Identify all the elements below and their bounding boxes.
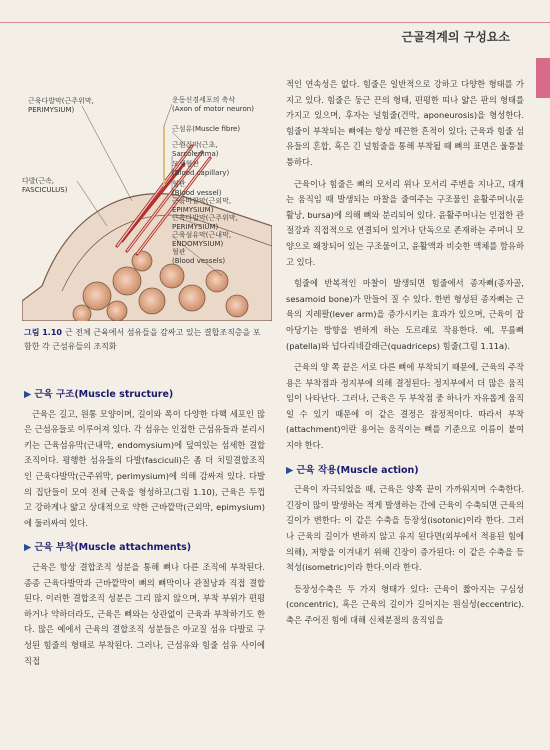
label-vessel: 혈관 (Blood vessel): [172, 180, 222, 197]
label-fibre: 근섬유(Muscle fibre): [172, 125, 241, 133]
right-column: [286, 77, 524, 635]
label-fasciculus: 다발(근속, FASCICULUS): [22, 177, 68, 194]
chapter-tab: [536, 58, 550, 98]
figure-caption: [24, 326, 268, 354]
label-capillary: 모세혈관 (Blood capillary): [172, 160, 230, 177]
muscle-structure-figure: [22, 86, 272, 321]
paragraph: 근육이나 힘줄은 뼈의 모서리 위나 모서리 주변을 지나고, 대개는 움직임 때 발생되는 마찰을 줄여주는 구조물인 윤활주머니(윤활낭, bursa)에 의해 뼈와 분리되어 있다. 윤활주머니는 인접한 관절강과 직접적으로 연결되어 있거나 단독으로 존재하는 주머니 모양으로 왜창되어 있는 구조물이고, 윤활액과 비슷한 액체를 함유하고 있다.: [286, 178, 524, 267]
label-perimysium: 근육다발막(근주위막, PERIMYSIUM): [28, 97, 94, 114]
paragraph: 근육이 자극되었을 때, 근육은 양쪽 끝이 가까워지며 수축한다. 긴장이 많이 발생하는 적게 발생하는 간에 근육이 수축되면 근육의 길이가 변한다: 이 같은 수축을 등장성(isotonic)이라 한다. 그러나 근육의 길이가 변하지 않고 유지 된다면(외부에서 적용된 힘에 의해), 저항을 이겨내기 위해 긴장이 증가된다: 이 같은 수축을 등척성(isometric)이라 한다.이라 한다.: [286, 484, 524, 573]
section-title-muscle-action: ▶ 근육 작용(Muscle action): [286, 464, 419, 476]
figure-caption-text: 근 전체 근육에서 섬유들을 감싸고 있는 결합조직층을 포함한 각 근섬유들의 조직화: [24, 328, 261, 351]
paragraph: 등장성수축은 두 가지 형태가 있다: 근육이 짧아지는 구심성(concentric), 혹은 근육의 길이가 길어지는 원심성(eccentric). 축은 주어진 힘에 대해 신체분절의 움직임을: [286, 583, 524, 625]
triangle-icon: ▶: [286, 464, 294, 476]
running-header: 근골격계의 구성요소: [401, 30, 510, 44]
section-title-muscle-attachments: ▶ 근육 부착(Muscle attachments): [24, 542, 192, 554]
section-title-muscle-structure: ▶ 근육 구조(Muscle structure): [24, 389, 174, 400]
triangle-icon: ▶: [24, 542, 32, 554]
label-perimysium-2: 근육다발막(근주위막, PERIMYSIUM): [172, 214, 238, 231]
label-epimysium: 근육바깥막(근외막, EPIMYSIUM): [172, 197, 232, 214]
label-axon: 운동신경세포의 축삭 (Axon of motor neuron): [172, 96, 254, 113]
triangle-icon: ▶: [24, 389, 32, 400]
paragraph: 적인 연속성은 없다. 힘줄은 일반적으로 강하고 다양한 형태를 가지고 있다. 힘줄은 둥근 끈의 형태, 편평한 띠나 얇은 판의 형태를 가지고 있으며, 후자는 널힘줄(건막, aponeurosis)을 형성한다. 힘줄이 부착되는 뼈에는 항상 매끈한 흔적이 있다; 근육과 힘줄 섬유들의 혼합, 혹은 긴 널힘줄을 통해 부착될 때 뼈의 표면은 울퉁불퉁하다.: [286, 79, 524, 167]
figure-number: 그림 1.10: [24, 328, 62, 337]
paragraph: 힘줄에 반복적인 마찰이 발생되면 힘줄에서 종자뼈(종자골, sesamoid bone)가 만들어 질 수 있다. 한번 형성된 종자뼈는 근육의 지레팔(lever arm)을 증가시키는 효과가 있으며, 근육이 잡아당기는 방향을 변하게 하는 도르래로 작용한다. 예, 무릎뼈(patella)와 넙다리네갈래근(quadriceps) 힘줄(그림 1.11a).: [286, 278, 524, 351]
left-column: [24, 378, 265, 675]
paragraph: 근육은 길고, 원통 모양이며, 길이와 폭이 다양한 다핵 세포인 많은 근섬유들로 이루어져 있다. 각 섬유는 인접한 근섬유들과 분리시키는 근육섬유막(근내막, endomysium)에 덮여있는 섬세한 결합조직이다. 평행한 섬유들의 다발(fasciculi)은 좀 더 치밀결합조직인 근육다발막(근주위막, perimysium)에 의해 감싸져 있다. 다발의 집단들이 모여 전체 근육을 형성하고(그림 1.10), 근육은 두껍고 강하게나 얇고 상대적으로 약한 근바깥막(근외막, epimysium)에 둘러싸여 있다.: [24, 408, 265, 528]
label-endomysium: 근육섬유막(근내막, ENDOMYSIUM): [172, 231, 232, 248]
label-vessels: 혈관 (Blood vessels): [172, 248, 226, 265]
paragraph: 근육의 양 쪽 끝은 서로 다른 뼈에 부착되기 때문에, 근육의 주작용은 부착점과 정지부에 의해 결정된다: 정지부에서 더 많은 움직임이 나타난다. 그러나, 근육은 두 부착점 중 하나가 자유롭게 움직일 수 있기 때문에 이 같은 결정은 잠정적이다. 따라서 부착(attachment)이란 용어는 움직이는 뼈를 기준으로 이름이 붙여지야 한다.: [286, 362, 524, 451]
paragraph: 근육은 항상 결합조직 성분을 통해 뼈나 다른 조직에 부착된다. 종종 근육다발막과 근바깥막이 뼈의 뼈막이나 관절낭과 직접 결합된다. 이러한 결합조직 성분은 그리 많지 않으며, 부착 부위가 편평하거나 약하더라도, 근육은 뼈와는 상관없이 근육과 부착하기도 한다. 많은 예에서 근육의 결합조직 성분들은 아교질 섬유 다발로 구성된 힘줄의 형태로 부착된다. 그러나, 근섬유와 힘줄 섬유 사이에 직접: [24, 561, 265, 666]
header-rule: [0, 22, 550, 23]
label-sarcolemma: 근원질막(근초, Sarcolemma): [172, 141, 219, 158]
